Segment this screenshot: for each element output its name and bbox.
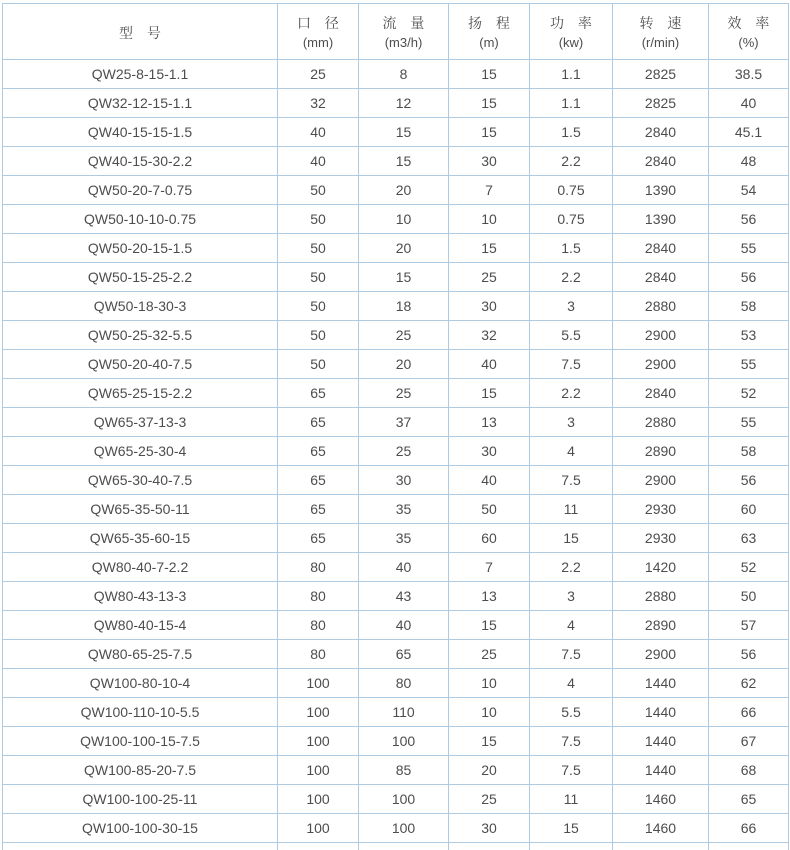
value-cell: 15: [449, 727, 530, 756]
model-cell: QW100-100-30-15: [3, 814, 278, 843]
value-cell: 25: [449, 785, 530, 814]
value-cell: 15: [449, 611, 530, 640]
value-cell: 2900: [613, 640, 709, 669]
empty-cell: [359, 843, 449, 850]
value-cell: 48: [709, 147, 789, 176]
column-header-unit: (m): [479, 34, 499, 50]
table-row: [3, 727, 789, 756]
model-cell: QW65-25-15-2.2: [3, 379, 278, 408]
value-cell: 2900: [613, 350, 709, 379]
value-cell: 100: [278, 756, 359, 785]
model-cell: QW100-80-10-4: [3, 669, 278, 698]
column-header-unit: (kw): [558, 34, 584, 50]
table-row: [3, 89, 789, 118]
value-cell: 40: [278, 147, 359, 176]
value-cell: 65: [278, 524, 359, 553]
column-header-0: [3, 4, 278, 60]
value-cell: 1440: [613, 727, 709, 756]
value-cell: 100: [278, 698, 359, 727]
value-cell: 56: [709, 466, 789, 495]
table-row-partial: [3, 843, 789, 850]
value-cell: 1390: [613, 176, 709, 205]
value-cell: 7.5: [530, 640, 613, 669]
column-header-label: 功 率: [550, 14, 592, 31]
value-cell: 1440: [613, 669, 709, 698]
value-cell: 15: [449, 60, 530, 89]
value-cell: 3: [530, 582, 613, 611]
value-cell: 2900: [613, 321, 709, 350]
table-row: [3, 379, 789, 408]
value-cell: 55: [709, 408, 789, 437]
value-cell: 100: [359, 785, 449, 814]
value-cell: 11: [530, 785, 613, 814]
model-cell: QW65-35-60-15: [3, 524, 278, 553]
column-header-3: [449, 4, 530, 60]
value-cell: 58: [709, 292, 789, 321]
empty-cell: [449, 843, 530, 850]
value-cell: 1440: [613, 698, 709, 727]
table-row: [3, 147, 789, 176]
value-cell: 5.5: [530, 698, 613, 727]
value-cell: 80: [359, 669, 449, 698]
table-row: [3, 205, 789, 234]
value-cell: 58: [709, 437, 789, 466]
model-cell: QW80-65-25-7.5: [3, 640, 278, 669]
value-cell: 68: [709, 756, 789, 785]
model-cell: QW100-110-10-5.5: [3, 698, 278, 727]
value-cell: 15: [449, 234, 530, 263]
table-row: [3, 60, 789, 89]
table-row: [3, 350, 789, 379]
value-cell: 10: [359, 205, 449, 234]
value-cell: 56: [709, 263, 789, 292]
value-cell: 15: [530, 814, 613, 843]
model-cell: QW50-25-32-5.5: [3, 321, 278, 350]
value-cell: 1.1: [530, 60, 613, 89]
value-cell: 40: [359, 611, 449, 640]
column-header-label: 口 径: [297, 14, 339, 31]
table-row: [3, 582, 789, 611]
value-cell: 2930: [613, 524, 709, 553]
value-cell: 80: [278, 640, 359, 669]
value-cell: 30: [449, 437, 530, 466]
value-cell: 20: [359, 350, 449, 379]
column-header-2: [359, 4, 449, 60]
value-cell: 20: [359, 176, 449, 205]
value-cell: 1390: [613, 205, 709, 234]
model-cell: QW80-40-7-2.2: [3, 553, 278, 582]
value-cell: 15: [530, 524, 613, 553]
value-cell: 2890: [613, 611, 709, 640]
column-header-unit: (r/min): [641, 34, 680, 50]
table-row: [3, 466, 789, 495]
value-cell: 15: [359, 263, 449, 292]
value-cell: 2900: [613, 466, 709, 495]
model-cell: QW65-35-50-11: [3, 495, 278, 524]
value-cell: 10: [449, 669, 530, 698]
value-cell: 8: [359, 60, 449, 89]
value-cell: 50: [278, 350, 359, 379]
table-row: [3, 669, 789, 698]
column-header-unit: (%): [738, 34, 759, 50]
value-cell: 66: [709, 814, 789, 843]
value-cell: 40: [278, 118, 359, 147]
model-cell: QW50-18-30-3: [3, 292, 278, 321]
value-cell: 25: [359, 379, 449, 408]
value-cell: 1.5: [530, 118, 613, 147]
column-header-5: [613, 4, 709, 60]
empty-cell: [3, 843, 278, 850]
value-cell: 30: [359, 466, 449, 495]
model-cell: QW100-100-25-11: [3, 785, 278, 814]
value-cell: 100: [359, 814, 449, 843]
value-cell: 15: [359, 147, 449, 176]
empty-cell: [530, 843, 613, 850]
column-header-unit: (mm): [302, 34, 334, 50]
empty-cell: [709, 843, 789, 850]
value-cell: 13: [449, 582, 530, 611]
value-cell: 15: [359, 118, 449, 147]
value-cell: 2880: [613, 408, 709, 437]
column-header-6: [709, 4, 789, 60]
value-cell: 2840: [613, 147, 709, 176]
value-cell: 4: [530, 669, 613, 698]
value-cell: 2840: [613, 379, 709, 408]
value-cell: 63: [709, 524, 789, 553]
value-cell: 2.2: [530, 147, 613, 176]
value-cell: 85: [359, 756, 449, 785]
table-row: [3, 698, 789, 727]
value-cell: 56: [709, 205, 789, 234]
table-row: [3, 611, 789, 640]
value-cell: 2825: [613, 89, 709, 118]
value-cell: 65: [278, 379, 359, 408]
value-cell: 2840: [613, 263, 709, 292]
column-header-label: 效 率: [727, 14, 770, 31]
value-cell: 65: [278, 408, 359, 437]
column-header-unit: (m3/h): [384, 34, 423, 50]
value-cell: 65: [278, 437, 359, 466]
value-cell: 2880: [613, 292, 709, 321]
model-cell: QW50-20-40-7.5: [3, 350, 278, 379]
value-cell: 0.75: [530, 205, 613, 234]
empty-cell: [278, 843, 359, 850]
value-cell: 66: [709, 698, 789, 727]
value-cell: 55: [709, 234, 789, 263]
value-cell: 100: [278, 727, 359, 756]
value-cell: 37: [359, 408, 449, 437]
value-cell: 45.1: [709, 118, 789, 147]
value-cell: 12: [359, 89, 449, 118]
value-cell: 80: [278, 611, 359, 640]
value-cell: 11: [530, 495, 613, 524]
value-cell: 7.5: [530, 756, 613, 785]
value-cell: 30: [449, 292, 530, 321]
value-cell: 40: [359, 553, 449, 582]
value-cell: 35: [359, 524, 449, 553]
value-cell: 54: [709, 176, 789, 205]
value-cell: 50: [709, 582, 789, 611]
model-cell: QW50-15-25-2.2: [3, 263, 278, 292]
value-cell: 100: [278, 814, 359, 843]
value-cell: 50: [278, 234, 359, 263]
model-cell: QW65-25-30-4: [3, 437, 278, 466]
value-cell: 5.5: [530, 321, 613, 350]
value-cell: 0.75: [530, 176, 613, 205]
empty-cell: [613, 843, 709, 850]
value-cell: 32: [449, 321, 530, 350]
value-cell: 3: [530, 292, 613, 321]
value-cell: 60: [709, 495, 789, 524]
table-row: [3, 553, 789, 582]
model-cell: QW50-20-7-0.75: [3, 176, 278, 205]
value-cell: 50: [278, 292, 359, 321]
value-cell: 1.1: [530, 89, 613, 118]
value-cell: 1460: [613, 814, 709, 843]
table-row: [3, 524, 789, 553]
model-cell: QW100-85-20-7.5: [3, 756, 278, 785]
model-cell: QW50-20-15-1.5: [3, 234, 278, 263]
table-header-row: [3, 4, 789, 60]
model-cell: QW100-100-15-7.5: [3, 727, 278, 756]
value-cell: 100: [278, 669, 359, 698]
value-cell: 7.5: [530, 727, 613, 756]
value-cell: 2890: [613, 437, 709, 466]
value-cell: 30: [449, 814, 530, 843]
value-cell: 1.5: [530, 234, 613, 263]
column-header-label: 流 量: [382, 14, 425, 31]
value-cell: 15: [449, 379, 530, 408]
value-cell: 55: [709, 350, 789, 379]
value-cell: 43: [359, 582, 449, 611]
table-row: [3, 292, 789, 321]
value-cell: 3: [530, 408, 613, 437]
value-cell: 4: [530, 611, 613, 640]
table-row: [3, 118, 789, 147]
value-cell: 65: [709, 785, 789, 814]
model-cell: QW50-10-10-0.75: [3, 205, 278, 234]
table-row: [3, 437, 789, 466]
column-header-4: [530, 4, 613, 60]
value-cell: 1440: [613, 756, 709, 785]
value-cell: 35: [359, 495, 449, 524]
value-cell: 2.2: [530, 553, 613, 582]
value-cell: 20: [449, 756, 530, 785]
value-cell: 10: [449, 205, 530, 234]
column-header-label: 转 速: [639, 14, 682, 31]
table-row: [3, 785, 789, 814]
value-cell: 4: [530, 437, 613, 466]
model-cell: QW65-37-13-3: [3, 408, 278, 437]
model-cell: QW25-8-15-1.1: [3, 60, 278, 89]
value-cell: 7: [449, 176, 530, 205]
value-cell: 52: [709, 553, 789, 582]
value-cell: 15: [449, 118, 530, 147]
value-cell: 1420: [613, 553, 709, 582]
column-header-label: 扬 程: [468, 14, 510, 31]
table-row: [3, 814, 789, 843]
value-cell: 18: [359, 292, 449, 321]
value-cell: 100: [359, 727, 449, 756]
value-cell: 52: [709, 379, 789, 408]
column-header-1: [278, 4, 359, 60]
value-cell: 67: [709, 727, 789, 756]
value-cell: 25: [359, 437, 449, 466]
value-cell: 2825: [613, 60, 709, 89]
value-cell: 38.5: [709, 60, 789, 89]
value-cell: 50: [278, 205, 359, 234]
value-cell: 110: [359, 698, 449, 727]
value-cell: 25: [359, 321, 449, 350]
model-cell: QW32-12-15-1.1: [3, 89, 278, 118]
model-cell: QW40-15-15-1.5: [3, 118, 278, 147]
value-cell: 13: [449, 408, 530, 437]
value-cell: 100: [278, 785, 359, 814]
value-cell: 7.5: [530, 466, 613, 495]
table-row: [3, 640, 789, 669]
table-row: [3, 234, 789, 263]
value-cell: 7.5: [530, 350, 613, 379]
table-row: [3, 495, 789, 524]
value-cell: 40: [449, 350, 530, 379]
value-cell: 56: [709, 640, 789, 669]
value-cell: 20: [359, 234, 449, 263]
value-cell: 25: [449, 640, 530, 669]
value-cell: 65: [278, 495, 359, 524]
model-cell: QW40-15-30-2.2: [3, 147, 278, 176]
model-cell: QW65-30-40-7.5: [3, 466, 278, 495]
value-cell: 7: [449, 553, 530, 582]
value-cell: 57: [709, 611, 789, 640]
pump-spec-table: [2, 3, 789, 850]
value-cell: 65: [278, 466, 359, 495]
table-row: [3, 263, 789, 292]
value-cell: 80: [278, 582, 359, 611]
value-cell: 2930: [613, 495, 709, 524]
model-cell: QW80-40-15-4: [3, 611, 278, 640]
value-cell: 2840: [613, 118, 709, 147]
table-row: [3, 321, 789, 350]
value-cell: 25: [278, 60, 359, 89]
value-cell: 25: [449, 263, 530, 292]
value-cell: 62: [709, 669, 789, 698]
value-cell: 1460: [613, 785, 709, 814]
value-cell: 50: [449, 495, 530, 524]
value-cell: 80: [278, 553, 359, 582]
table-row: [3, 176, 789, 205]
value-cell: 10: [449, 698, 530, 727]
table-row: [3, 408, 789, 437]
value-cell: 40: [709, 89, 789, 118]
value-cell: 50: [278, 321, 359, 350]
value-cell: 2840: [613, 234, 709, 263]
value-cell: 2.2: [530, 263, 613, 292]
model-cell: QW80-43-13-3: [3, 582, 278, 611]
value-cell: 15: [449, 89, 530, 118]
value-cell: 30: [449, 147, 530, 176]
table-row: [3, 756, 789, 785]
value-cell: 2880: [613, 582, 709, 611]
column-header-label: 型 号: [119, 24, 161, 41]
value-cell: 65: [359, 640, 449, 669]
value-cell: 40: [449, 466, 530, 495]
value-cell: 50: [278, 263, 359, 292]
value-cell: 2.2: [530, 379, 613, 408]
value-cell: 53: [709, 321, 789, 350]
value-cell: 60: [449, 524, 530, 553]
value-cell: 32: [278, 89, 359, 118]
value-cell: 50: [278, 176, 359, 205]
